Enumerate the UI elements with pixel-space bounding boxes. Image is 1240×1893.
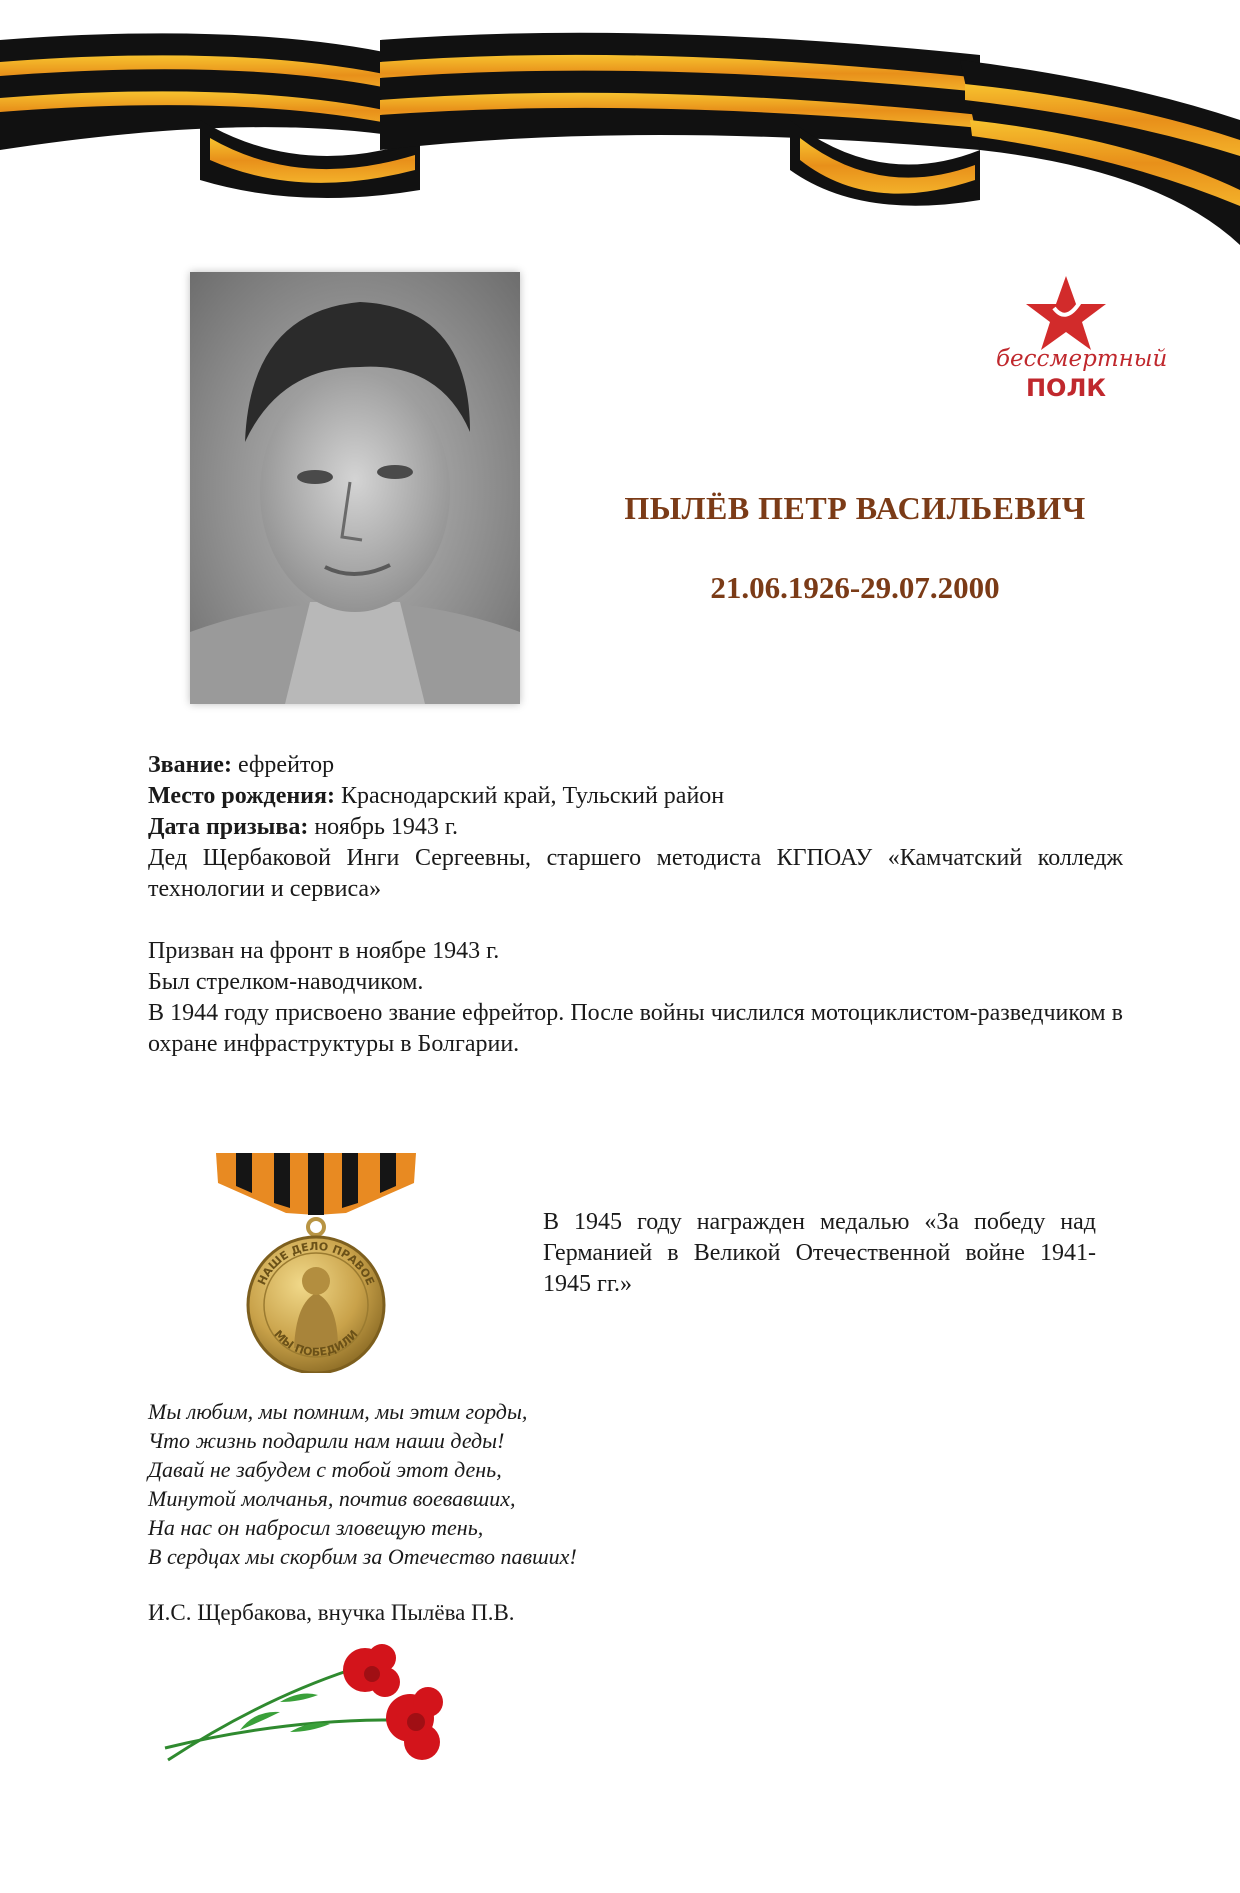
poem: [148, 1397, 848, 1571]
poem-line: Что жизнь подарили нам наши деды!: [148, 1428, 505, 1453]
draft-line: [148, 812, 1123, 843]
portrait-photo: [190, 272, 520, 704]
birthplace-label: Место рождения:: [148, 783, 335, 809]
logo-text-line1: бессмертный: [996, 346, 1168, 372]
medal-inscription-bottom: МЫ ПОБЕДИЛИ: [271, 1327, 361, 1359]
signature: И.С. Щербакова, внучка Пылёва П.В.: [148, 1600, 515, 1625]
immortal-regiment-logo: [996, 274, 1168, 404]
victory-medal-icon: [216, 1153, 416, 1373]
birthplace-value: Краснодарский край, Тульский район: [334, 783, 725, 809]
poem-line: Минутой молчанья, почтив воевавших,: [148, 1486, 516, 1511]
poem-line: Давай не забудем с тобой этот день,: [148, 1457, 502, 1482]
biography-section: [148, 750, 1123, 1060]
rank-line: [148, 750, 1123, 781]
red-star-icon: [996, 274, 1136, 354]
poem-line: На нас он набросил зловещую тень,: [148, 1515, 484, 1540]
rank-value: ефрейтор: [231, 752, 335, 778]
rank-label: Звание:: [148, 752, 232, 778]
draft-label: Дата призыва:: [148, 814, 309, 840]
life-dates: 21.06.1926-29.07.2000: [710, 570, 1000, 605]
relation-text: Дед Щербаковой Инги Сергеевны, старшего методиста КГПОАУ «Камчатский колледж технологии и сервиса»: [148, 845, 1123, 902]
bio-line-2: Был стрелком-наводчиком.: [148, 969, 424, 995]
medal-inscription-top: НАШЕ ДЕЛО ПРАВОЕ: [255, 1239, 377, 1288]
award-text: В 1945 году награжден медалью «За победу над Германией в Великой Отечественной войне 1941-1945 гг.»: [543, 1209, 1096, 1297]
draft-value: ноябрь 1943 г.: [308, 814, 459, 840]
logo-text-line2: ПОЛК: [1025, 374, 1107, 402]
bio-line-3: В 1944 году присвоено звание ефрейтор. После войны числился мотоциклистом-разведчиком в охране инфраструктуры в Болгарии.: [148, 1000, 1123, 1057]
carnations-icon: [160, 1640, 450, 1780]
birthplace-line: [148, 781, 1123, 812]
st-george-ribbon-icon: [0, 0, 1240, 250]
poem-line: Мы любим, мы помним, мы этим горды,: [148, 1399, 528, 1424]
person-name: ПЫЛЁВ ПЕТР ВАСИЛЬЕВИЧ: [624, 490, 1086, 526]
bio-line-1: Призван на фронт в ноябре 1943 г.: [148, 938, 500, 964]
poem-line: В сердцах мы скорбим за Отечество павших!: [148, 1544, 577, 1569]
